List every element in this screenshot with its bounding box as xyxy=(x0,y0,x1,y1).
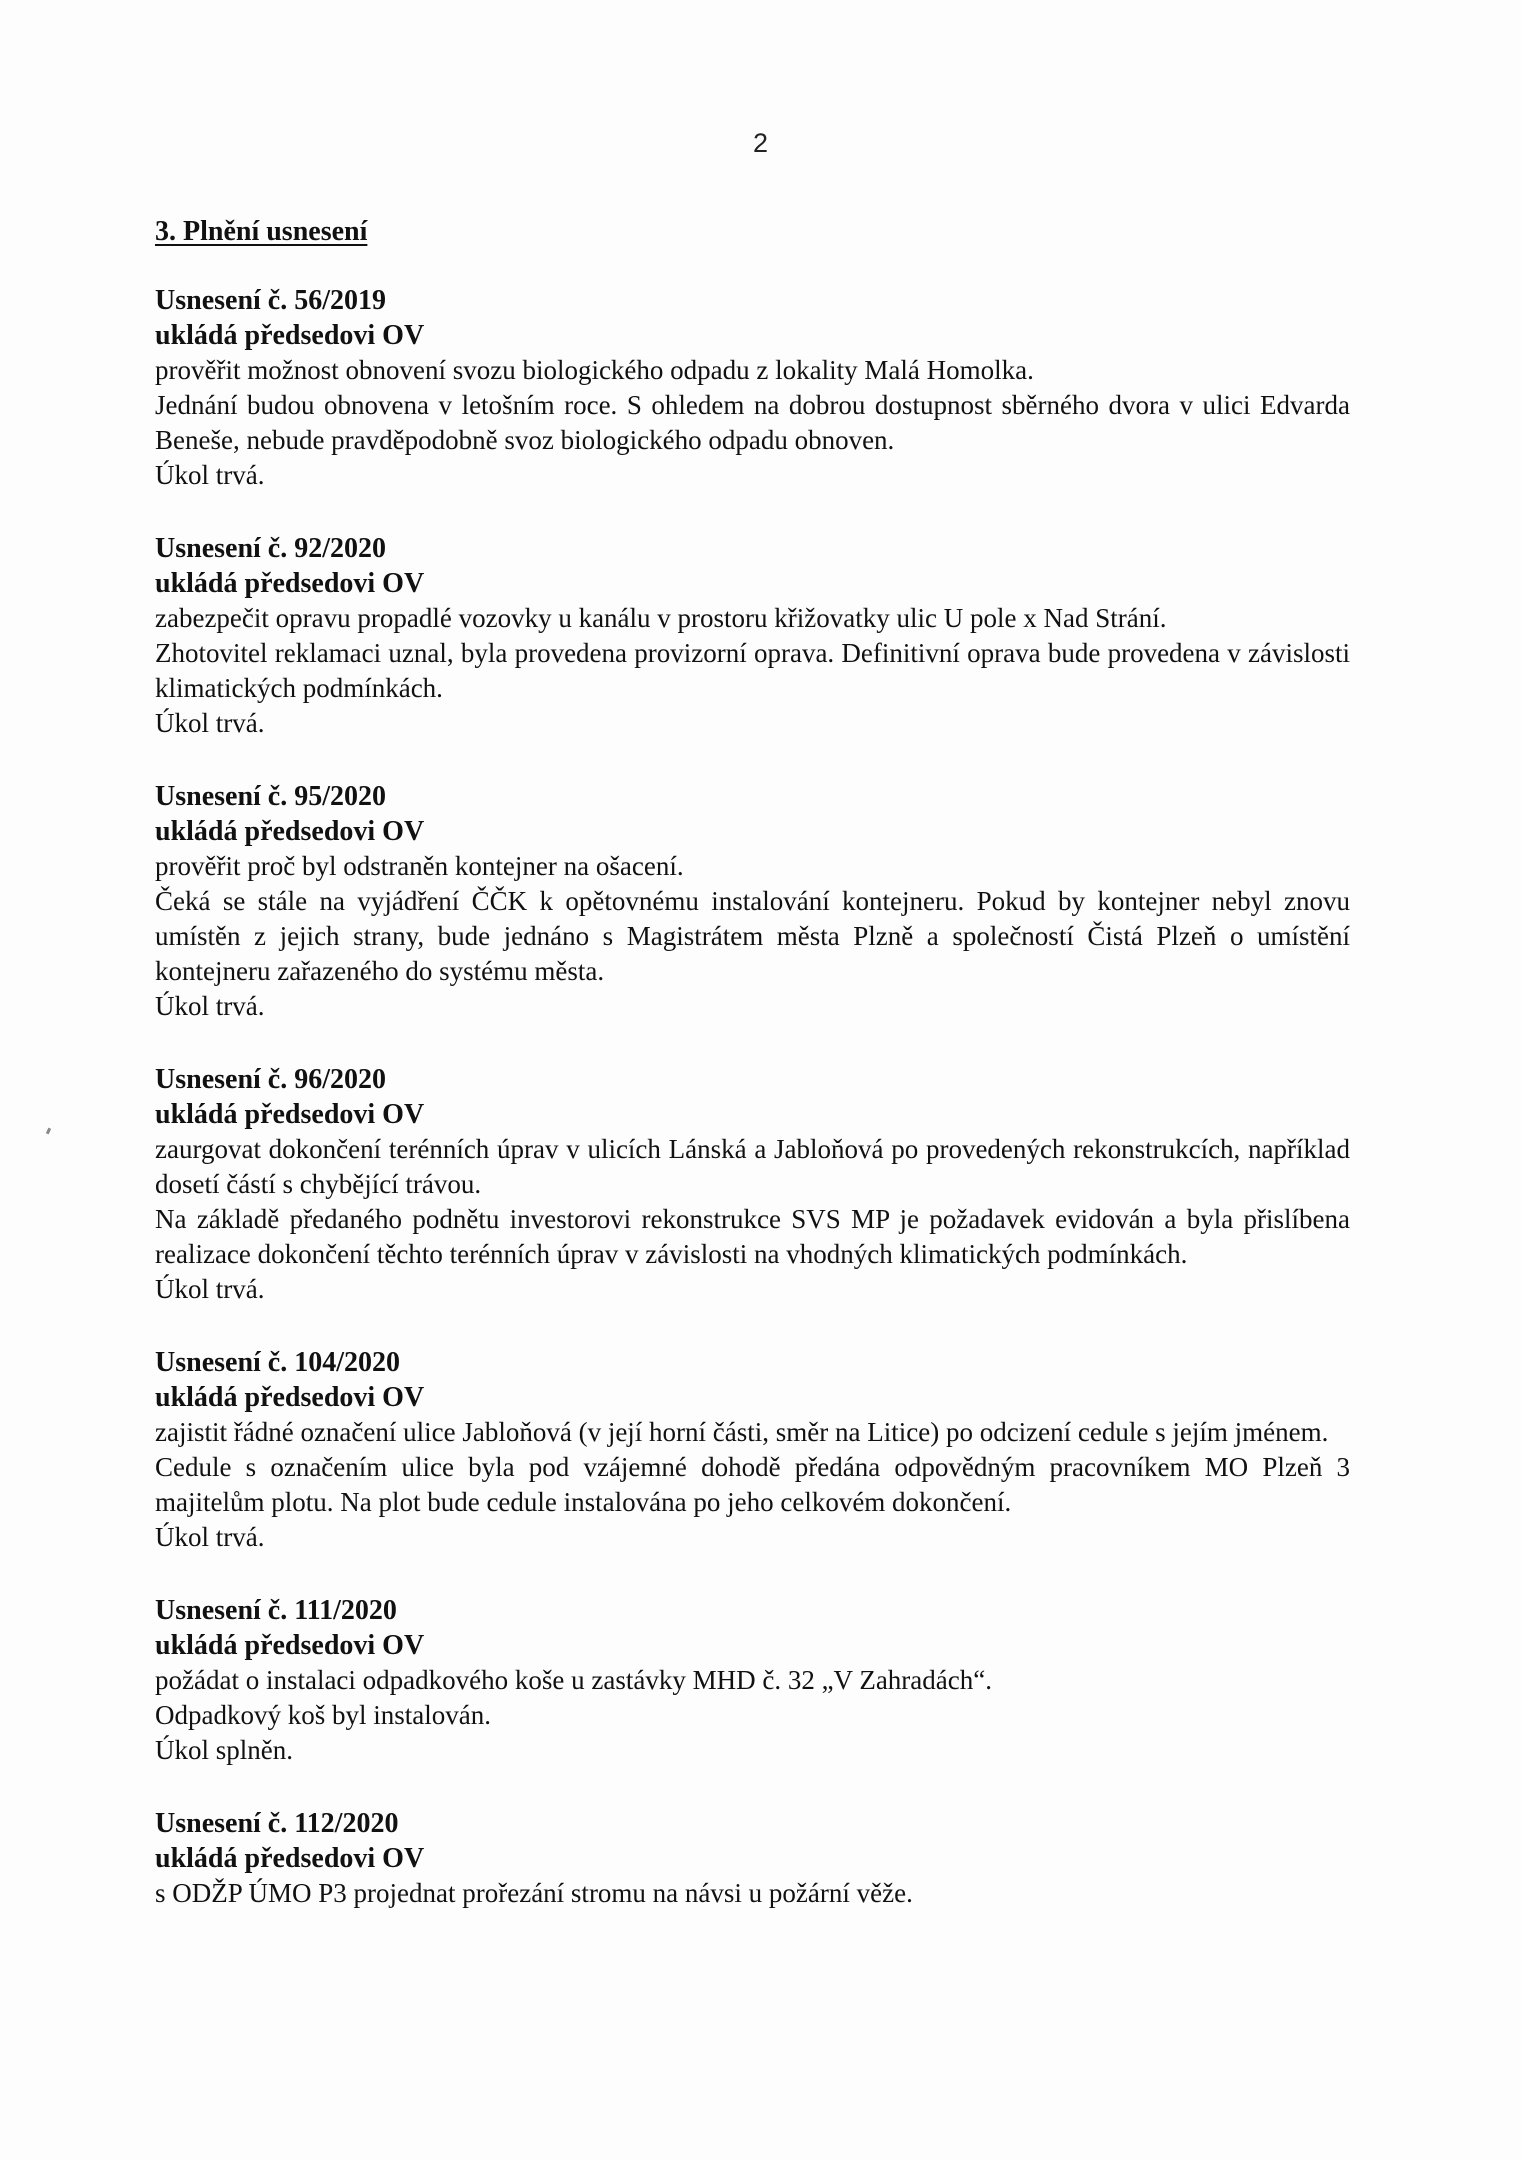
resolution-item xyxy=(155,531,1350,741)
page-number: 2 xyxy=(752,128,769,158)
resolution-task: zabezpečit opravu propadlé vozovky u kanálu v prostoru křižovatky ulic U pole x Nad Strání. xyxy=(155,603,1167,633)
resolution-status: Úkol splněn. xyxy=(155,1735,293,1765)
resolution-item xyxy=(155,1062,1350,1307)
resolution-task: prověřit možnost obnovení svozu biologického odpadu z lokality Malá Homolka. xyxy=(155,355,1034,385)
resolution-subheading: ukládá předsedovi OV xyxy=(155,1843,425,1874)
resolution-heading: Usnesení č. 95/2020 xyxy=(155,781,386,812)
resolution-subheading: ukládá předsedovi OV xyxy=(155,1630,425,1661)
section-title: 3. Plnění usnesení xyxy=(155,216,368,247)
resolution-note: Cedule s označením ulice byla pod vzájemné dohodě předána odpovědným pracovníkem MO Plzeň 3 majitelům plotu. Na plot bude cedule instalována po jeho celkovém dokončení. xyxy=(155,1452,1350,1517)
resolution-subheading: ukládá předsedovi OV xyxy=(155,816,425,847)
resolution-subheading: ukládá předsedovi OV xyxy=(155,568,425,599)
resolution-note: Odpadkový koš byl instalován. xyxy=(155,1700,491,1730)
resolution-task: zajistit řádné označení ulice Jabloňová (v její horní části, směr na Litice) po odcizení cedule s jejím jménem. xyxy=(155,1417,1329,1447)
resolution-heading: Usnesení č. 56/2019 xyxy=(155,285,386,316)
resolution-status: Úkol trvá. xyxy=(155,1522,265,1552)
resolution-note: Jednání budou obnovena v letošním roce. S ohledem na dobrou dostupnost sběrného dvora v ulici Edvarda Beneše, nebude pravděpodobně svoz biologického odpadu obnoven. xyxy=(155,390,1350,455)
resolution-subheading: ukládá předsedovi OV xyxy=(155,320,425,351)
resolution-item xyxy=(155,779,1350,1024)
resolution-subheading: ukládá předsedovi OV xyxy=(155,1099,425,1130)
resolution-note: Zhotovitel reklamaci uznal, byla provedena provizorní oprava. Definitivní oprava bude provedena v závislosti klimatických podmínkách. xyxy=(155,638,1350,703)
resolution-item xyxy=(155,1593,1350,1768)
resolution-note: Čeká se stále na vyjádření ČČK k opětovnému instalování kontejneru. Pokud by kontejner nebyl znovu umístěn z jejich strany, bude jednáno s Magistrátem města Plzně a společností Čistá Plzeň o umístění kontejneru zařazeného do systému města. xyxy=(155,886,1350,986)
resolution-status: Úkol trvá. xyxy=(155,460,265,490)
resolution-status: Úkol trvá. xyxy=(155,1274,265,1304)
resolution-item xyxy=(155,1345,1350,1555)
resolution-item xyxy=(155,283,1350,493)
resolution-status: Úkol trvá. xyxy=(155,708,265,738)
resolution-heading: Usnesení č. 104/2020 xyxy=(155,1347,400,1378)
document-body xyxy=(155,214,1350,1949)
resolution-task: požádat o instalaci odpadkového koše u zastávky MHD č. 32 „V Zahradách“. xyxy=(155,1665,992,1695)
resolution-task: prověřit proč byl odstraněn kontejner na ošacení. xyxy=(155,851,684,881)
resolution-heading: Usnesení č. 112/2020 xyxy=(155,1808,399,1839)
resolution-item xyxy=(155,1806,1350,1911)
resolution-status: Úkol trvá. xyxy=(155,991,265,1021)
resolution-subheading: ukládá předsedovi OV xyxy=(155,1382,425,1413)
resolution-heading: Usnesení č. 96/2020 xyxy=(155,1064,386,1095)
scan-speck xyxy=(46,1128,51,1135)
resolution-task: s ODŽP ÚMO P3 projednat prořezání stromu na návsi u požární věže. xyxy=(155,1878,913,1908)
resolution-task: zaurgovat dokončení terénních úprav v ulicích Lánská a Jabloňová po provedených rekonstrukcích, například dosetí částí s chybějící trávou. xyxy=(155,1134,1350,1199)
resolution-note: Na základě předaného podnětu investorovi rekonstrukce SVS MP je požadavek evidován a byla přislíbena realizace dokončení těchto terénních úprav v závislosti na vhodných klimatických podmínkách. xyxy=(155,1204,1350,1269)
resolution-heading: Usnesení č. 92/2020 xyxy=(155,533,386,564)
resolution-heading: Usnesení č. 111/2020 xyxy=(155,1595,397,1626)
